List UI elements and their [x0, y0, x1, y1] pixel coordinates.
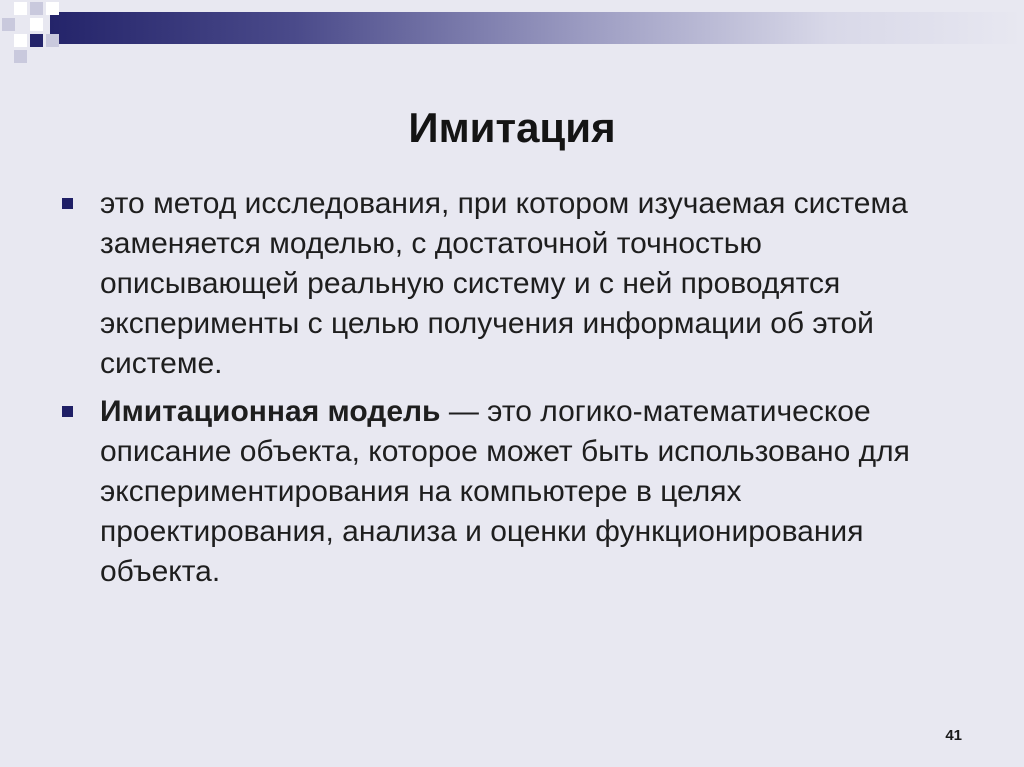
- page-number: 41: [945, 727, 962, 744]
- decor-square: [46, 34, 59, 47]
- decor-square: [2, 18, 15, 31]
- bullet-term: Имитационная модель: [100, 395, 441, 428]
- bullet-text: — это логико-математическое описание объекта, которое может быть использовано для экспериментирования на компьютере в целях проектирования, анализа и оценки функционирования объекта.: [100, 395, 910, 588]
- decor-square: [14, 34, 27, 47]
- square-bullet-icon: [62, 198, 73, 209]
- decor-square: [14, 50, 27, 63]
- bullet-text: это метод исследования, при котором изучаемая система заменяется моделью, с достаточной точностью описывающей реальную систему и с ней проводятся эксперименты с целью получения информации об этой системе.: [100, 187, 908, 380]
- bullet-item: [60, 392, 940, 592]
- decor-square: [30, 2, 43, 15]
- slide-title: Имитация: [408, 104, 616, 151]
- bullet-item: [60, 184, 940, 384]
- bullet-list: [60, 184, 940, 600]
- decor-square: [14, 2, 27, 15]
- square-bullet-icon: [62, 406, 73, 417]
- header-gradient-bar: [50, 12, 1024, 44]
- decor-square: [46, 2, 59, 15]
- decor-square: [30, 34, 43, 47]
- decor-square: [30, 18, 43, 31]
